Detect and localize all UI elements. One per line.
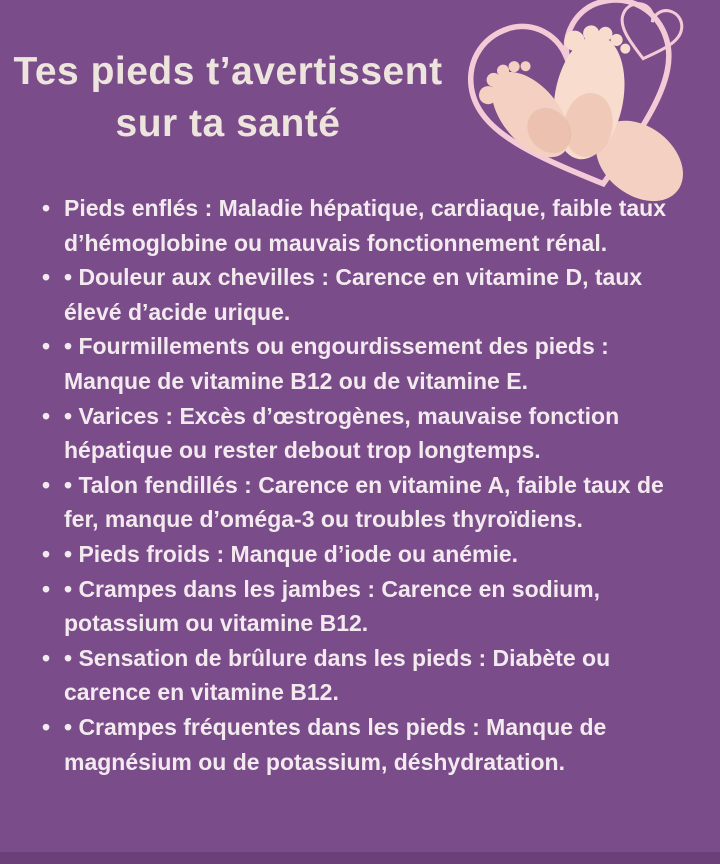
page-title (8, 46, 448, 150)
list-item-text: • Talon fendillés : Carence en vitamine A, faible taux de fer, manque d’oméga-3 ou troubles thyroïdiens. (64, 471, 664, 533)
list-item-text: • Fourmillements ou engourdissement des pieds : Manque de vitamine B12 ou de vitamine E. (64, 333, 609, 394)
footer-bar (0, 852, 720, 864)
list-item-text: • Varices : Excès d’œstrogènes, mauvaise fonction hépatique ou rester debout trop longtemps. (64, 402, 620, 464)
list-item (40, 191, 688, 260)
list-item-text: Pieds enflés : Maladie hépatique, cardiaque, faible taux d’hémoglobine ou mauvais fonctionnement rénal. (64, 195, 667, 256)
bullet-icon: • (42, 540, 51, 567)
list-item (40, 710, 688, 779)
bullet-icon: • (42, 644, 51, 671)
bullet-icon: • (42, 195, 51, 221)
bullet-icon: • (42, 575, 51, 602)
list-item-text: • Sensation de brûlure dans les pieds : Diabète ou carence en vitamine B12. (64, 644, 611, 706)
list-item-text: • Crampes dans les jambes : Carence en sodium, potassium ou vitamine B12. (64, 575, 600, 637)
title-line-2: sur ta santé (115, 102, 341, 145)
list-item (40, 329, 688, 398)
list-item (40, 468, 688, 537)
health-warning-list (40, 191, 688, 779)
list-item-text: • Douleur aux chevilles : Carence en vitamine D, taux élevé d’acide urique. (64, 264, 643, 325)
list-item-text: • Crampes fréquentes dans les pieds : Manque de magnésium ou de potassium, déshydratation. (64, 713, 607, 775)
bullet-icon: • (42, 713, 51, 740)
feet-in-heart-illustration (438, 0, 720, 205)
title-line-1: Tes pieds t’avertissent (13, 50, 443, 93)
bullet-icon: • (42, 471, 51, 498)
bullet-icon: • (42, 402, 51, 429)
list-item (40, 537, 688, 572)
list-item-text: • Pieds froids : Manque d’iode ou anémie. (64, 540, 519, 567)
list-item (40, 399, 688, 468)
bullet-icon: • (42, 264, 51, 291)
small-heart-icon (614, 0, 685, 66)
bullet-icon: • (42, 333, 51, 360)
list-item (40, 641, 688, 710)
list-item (40, 572, 688, 641)
list-item (40, 260, 688, 329)
